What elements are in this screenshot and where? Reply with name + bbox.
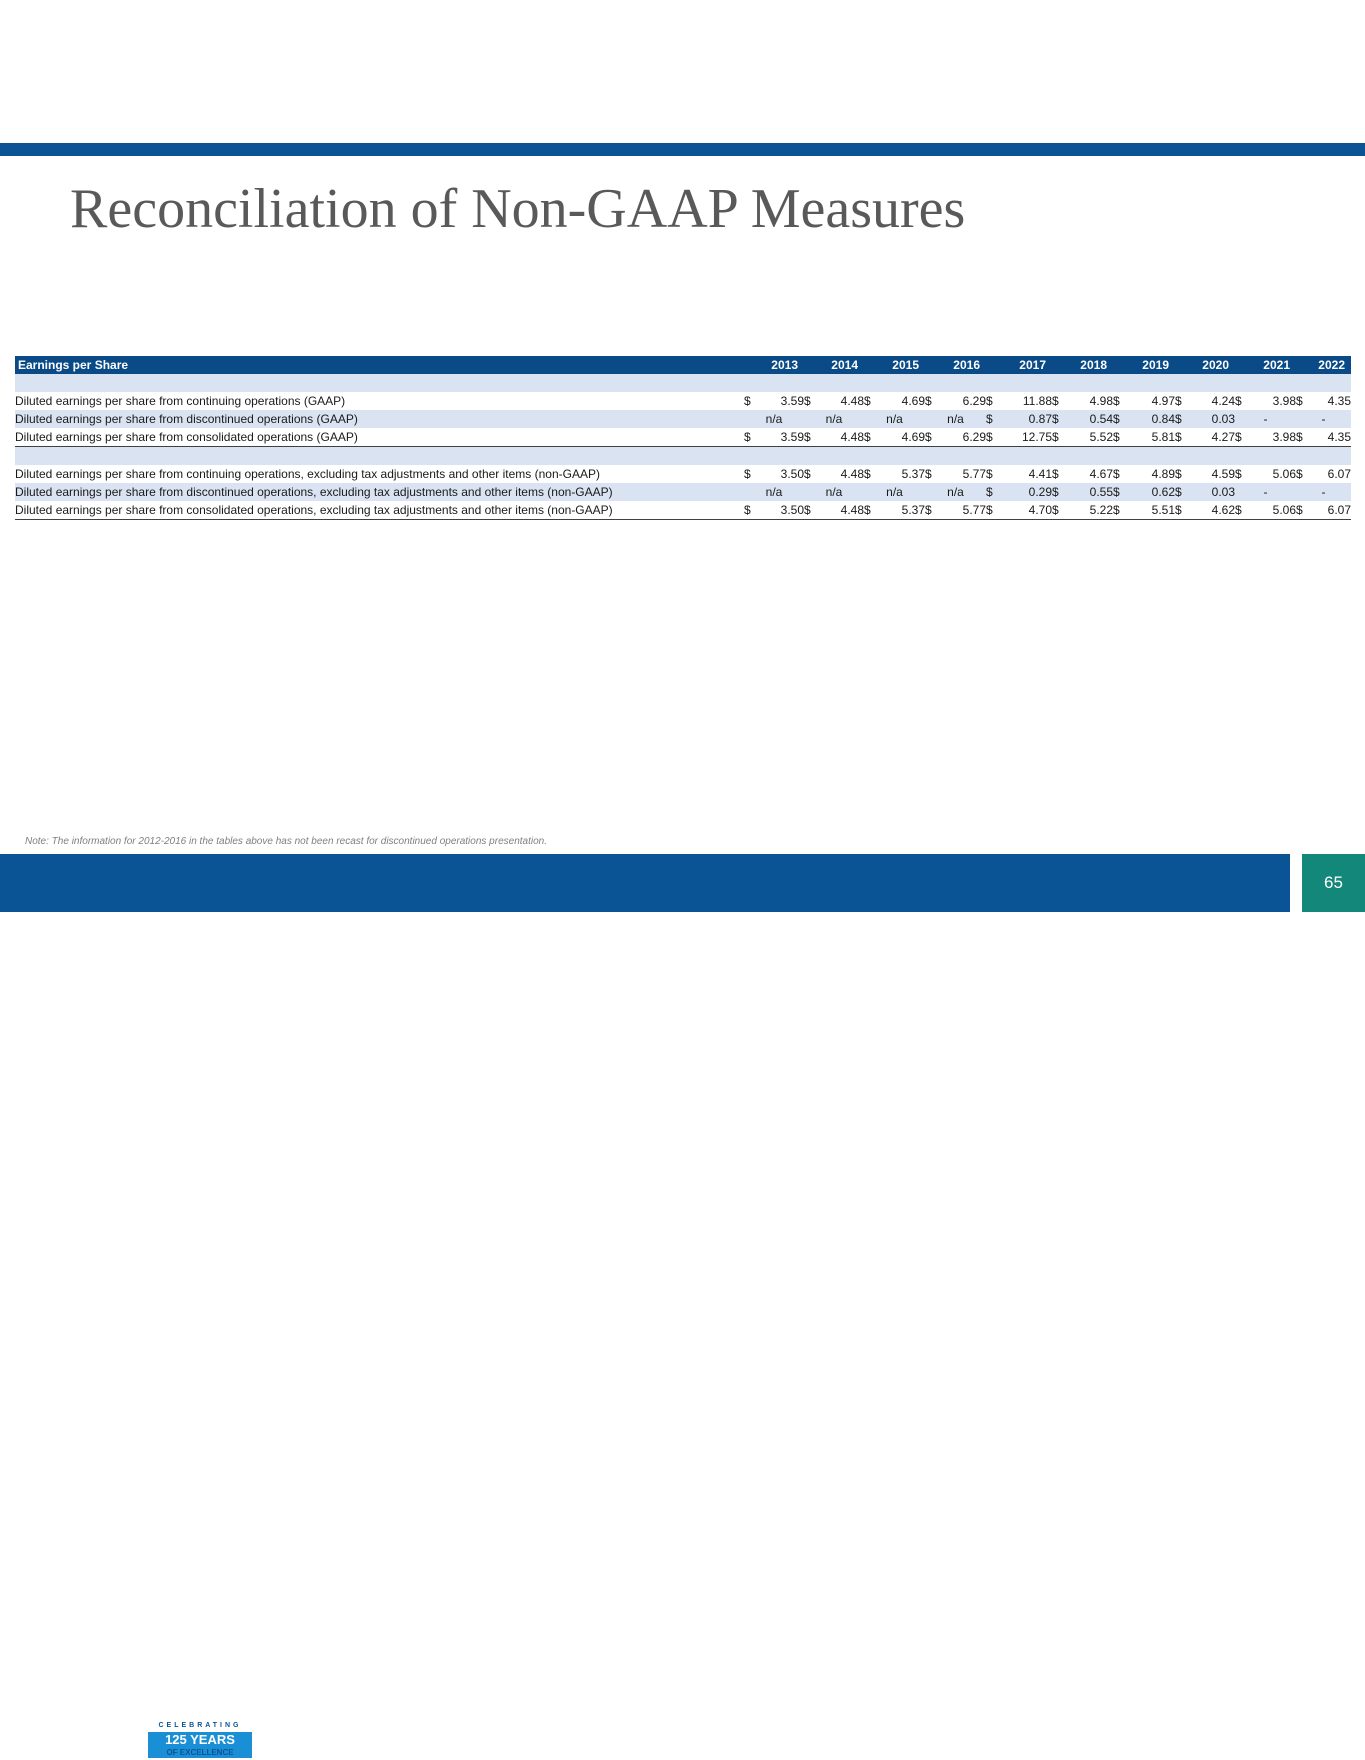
table-row [15,483,1351,501]
value-cell [864,501,925,520]
value-cell [744,501,804,520]
badge-top-text: CELEBRATING [158,1722,242,1729]
currency-symbol: $ [864,467,871,481]
value-cell [1113,483,1175,501]
cell-value: - [1321,412,1326,426]
value-cell [1113,428,1175,447]
currency-symbol: $ [1113,503,1120,517]
value-cell [925,428,986,447]
value-cell [1296,465,1351,483]
currency-symbol: $ [1175,412,1182,426]
cell-value: 6.29 [962,430,986,444]
value-cell [1296,428,1351,447]
value-cell [986,501,1052,520]
cell-value: 0.84 [1151,412,1175,426]
spacer-row [15,447,1351,466]
value-cell [1052,428,1113,447]
currency-symbol: $ [925,467,932,481]
footer-band [0,854,1290,1760]
cell-value: n/a [947,485,964,499]
currency-symbol: $ [864,430,871,444]
value-cell [1175,428,1235,447]
value-cell [986,392,1052,410]
spacer-row [15,374,1351,392]
currency-symbol: $ [986,467,993,481]
currency-symbol: $ [986,503,993,517]
value-cell [925,465,986,483]
table-row [15,392,1351,410]
table-header-label: Earnings per Share [15,356,744,374]
cell-value: n/a [825,485,843,499]
cell-value: n/a [947,412,964,426]
value-cell [1113,392,1175,410]
currency-symbol: $ [864,394,871,408]
cell-value: 4.69 [901,430,925,444]
value-cell [1052,483,1113,501]
currency-symbol: $ [1175,503,1182,517]
cell-value: 4.70 [1028,503,1052,517]
page-number: 65 [1302,854,1365,912]
currency-symbol: $ [1296,503,1303,517]
cell-value: 5.77 [962,467,986,481]
value-cell [1175,501,1235,520]
footnote: Note: The information for 2012-2016 in the tables above has not been recast for discontinued operations presentation. [25,836,548,847]
currency-symbol: $ [1113,412,1120,426]
cell-value: 0.29 [1028,485,1052,499]
row-label: Diluted earnings per share from continuing operations, excluding tax adjustments and other items (non-GAAP) [15,467,600,481]
currency-symbol: $ [744,503,751,517]
cell-value: 3.59 [780,394,804,408]
currency-symbol: $ [804,503,811,517]
value-cell [1296,501,1351,520]
cell-value: n/a [886,485,903,499]
cell-value: 4.48 [840,467,864,481]
cell-value: 4.35 [1327,394,1351,408]
currency-symbol: $ [1175,467,1182,481]
value-cell [1175,483,1235,501]
cell-value: 5.77 [962,503,986,517]
value-cell [1296,392,1351,410]
table-header-row [15,356,1351,374]
year-header: 2018 [1052,356,1113,374]
value-cell [925,483,986,501]
value-cell [986,428,1052,447]
currency-symbol: $ [1052,503,1059,517]
value-cell [1296,410,1351,428]
value-cell [1235,410,1296,428]
value-cell [925,410,986,428]
value-cell [1113,501,1175,520]
currency-symbol: $ [925,503,932,517]
currency-symbol: $ [1113,430,1120,444]
row-label: Diluted earnings per share from discontinued operations (GAAP) [15,410,744,428]
cell-value: n/a [886,412,903,426]
row-label: Diluted earnings per share from discontinued operations, excluding tax adjustments and other items (non-GAAP) [15,483,744,501]
currency-symbol: $ [744,430,751,444]
value-cell [1235,392,1296,410]
value-cell [1175,392,1235,410]
value-cell [744,483,804,501]
value-cell [925,392,986,410]
cell-value: 5.06 [1272,503,1296,517]
cell-value: 6.07 [1327,503,1351,517]
cell-value: 0.62 [1151,485,1175,499]
currency-symbol: $ [986,430,993,444]
cell-value: 3.50 [780,503,804,517]
cell-value: - [1263,412,1268,426]
cell-value: 4.48 [840,503,864,517]
cell-value: 4.48 [840,430,864,444]
top-accent-band [0,143,1365,156]
value-cell [1235,428,1296,447]
table-row [15,501,1351,520]
currency-symbol: $ [986,394,993,408]
value-cell [864,428,925,447]
cell-value: 5.51 [1151,503,1175,517]
currency-symbol: $ [986,412,993,426]
value-cell [1296,483,1351,501]
row-label: Diluted earnings per share from continuing operations (GAAP) [15,394,346,408]
currency-symbol: $ [925,394,932,408]
cell-value: 0.87 [1028,412,1052,426]
value-cell [804,483,864,501]
cell-value: 5.37 [901,467,925,481]
currency-symbol: $ [744,467,751,481]
spacer-cell [15,447,1351,466]
currency-symbol: $ [1296,430,1303,444]
value-cell [804,428,864,447]
cell-value: 4.62 [1211,503,1235,517]
value-cell [1235,465,1296,483]
cell-value: 6.29 [962,394,986,408]
logo-wordmark: GATX [26,1716,127,1760]
year-header: 2014 [804,356,864,374]
cell-value: 0.54 [1089,412,1113,426]
value-cell [1175,465,1235,483]
value-cell [1052,465,1113,483]
currency-symbol: $ [1113,467,1120,481]
cell-value: 12.75 [1021,430,1052,444]
anniversary-badge [148,1720,252,1758]
currency-symbol: $ [1175,485,1182,499]
currency-symbol: $ [1235,503,1242,517]
cell-value: 4.35 [1327,430,1351,444]
row-label: Diluted earnings per share from consolidated operations, excluding tax adjustments and other items (non-GAAP) [15,501,744,520]
cell-value: - [1263,485,1268,499]
value-cell [1175,410,1235,428]
cell-value: 4.98 [1089,394,1113,408]
table-row [15,410,1351,428]
currency-symbol: $ [925,430,932,444]
eps-table [15,356,1351,520]
value-cell [864,410,925,428]
currency-symbol: $ [1296,467,1303,481]
currency-symbol: $ [1052,394,1059,408]
cell-value: 4.41 [1028,467,1052,481]
value-cell [986,410,1052,428]
cell-value: 4.24 [1211,394,1235,408]
cell-value: - [1321,485,1326,499]
cell-value: n/a [765,412,783,426]
value-cell [1052,410,1113,428]
currency-symbol: $ [804,394,811,408]
value-cell [804,465,864,483]
cell-value: n/a [765,485,783,499]
page-title: Reconciliation of Non-GAAP Measures [70,178,966,240]
value-cell [1235,483,1296,501]
badge-years-text: 125 YEARS [148,1732,252,1748]
cell-value: 0.55 [1089,485,1113,499]
cell-value: 3.98 [1272,394,1296,408]
currency-symbol: $ [1235,394,1242,408]
value-cell [744,392,804,410]
cell-value: 4.48 [840,394,864,408]
currency-symbol: $ [1175,394,1182,408]
cell-value: 5.22 [1089,503,1113,517]
cell-value: 0.03 [1211,485,1235,499]
year-header: 2022 [1296,356,1351,374]
value-cell [744,465,804,483]
cell-value: 6.07 [1327,467,1351,481]
currency-symbol: $ [744,394,751,408]
currency-symbol: $ [1296,394,1303,408]
year-header: 2019 [1113,356,1175,374]
cell-value: 11.88 [1022,394,1052,408]
cell-value: 4.69 [901,394,925,408]
value-cell [864,483,925,501]
badge-bottom-text: OF EXCELLENCE [148,1748,252,1758]
cell-value: 4.67 [1089,467,1113,481]
currency-symbol: $ [1175,430,1182,444]
year-header: 2021 [1235,356,1296,374]
currency-symbol: $ [1113,485,1120,499]
currency-symbol: $ [804,430,811,444]
currency-symbol: $ [804,467,811,481]
cell-value: 4.59 [1211,467,1235,481]
currency-symbol: $ [986,485,993,499]
year-header: 2015 [864,356,925,374]
cell-value: 5.37 [901,503,925,517]
value-cell [804,392,864,410]
value-cell [986,465,1052,483]
cell-value: 4.27 [1211,430,1235,444]
value-cell [1113,465,1175,483]
year-header: 2016 [925,356,986,374]
value-cell [864,465,925,483]
value-cell [744,410,804,428]
spacer-cell [15,374,1351,392]
currency-symbol: $ [1235,467,1242,481]
cell-value: n/a [825,412,843,426]
cell-value: 4.97 [1151,394,1175,408]
value-cell [925,501,986,520]
table-row [15,428,1351,447]
currency-symbol: $ [1235,430,1242,444]
value-cell [864,392,925,410]
currency-symbol: $ [1113,394,1120,408]
cell-value: 5.81 [1151,430,1175,444]
value-cell [1052,392,1113,410]
row-label: Diluted earnings per share from consolidated operations (GAAP) [15,428,744,447]
value-cell [804,410,864,428]
value-cell [986,483,1052,501]
year-header: 2020 [1175,356,1235,374]
year-header: 2013 [744,356,804,374]
currency-symbol: $ [864,503,871,517]
cell-value: 4.89 [1151,467,1175,481]
value-cell [1235,501,1296,520]
cell-value: 0.03 [1211,412,1235,426]
value-cell [1052,501,1113,520]
cell-value: 5.06 [1272,467,1296,481]
table-row [15,465,1351,483]
cell-value: 3.59 [780,430,804,444]
currency-symbol: $ [1052,430,1059,444]
cell-value: 3.98 [1272,430,1296,444]
cell-value: 3.50 [780,467,804,481]
value-cell [744,428,804,447]
currency-symbol: $ [1052,412,1059,426]
currency-symbol: $ [1052,485,1059,499]
year-header: 2017 [986,356,1052,374]
currency-symbol: $ [1052,467,1059,481]
cell-value: 5.52 [1089,430,1113,444]
value-cell [1113,410,1175,428]
value-cell [804,501,864,520]
